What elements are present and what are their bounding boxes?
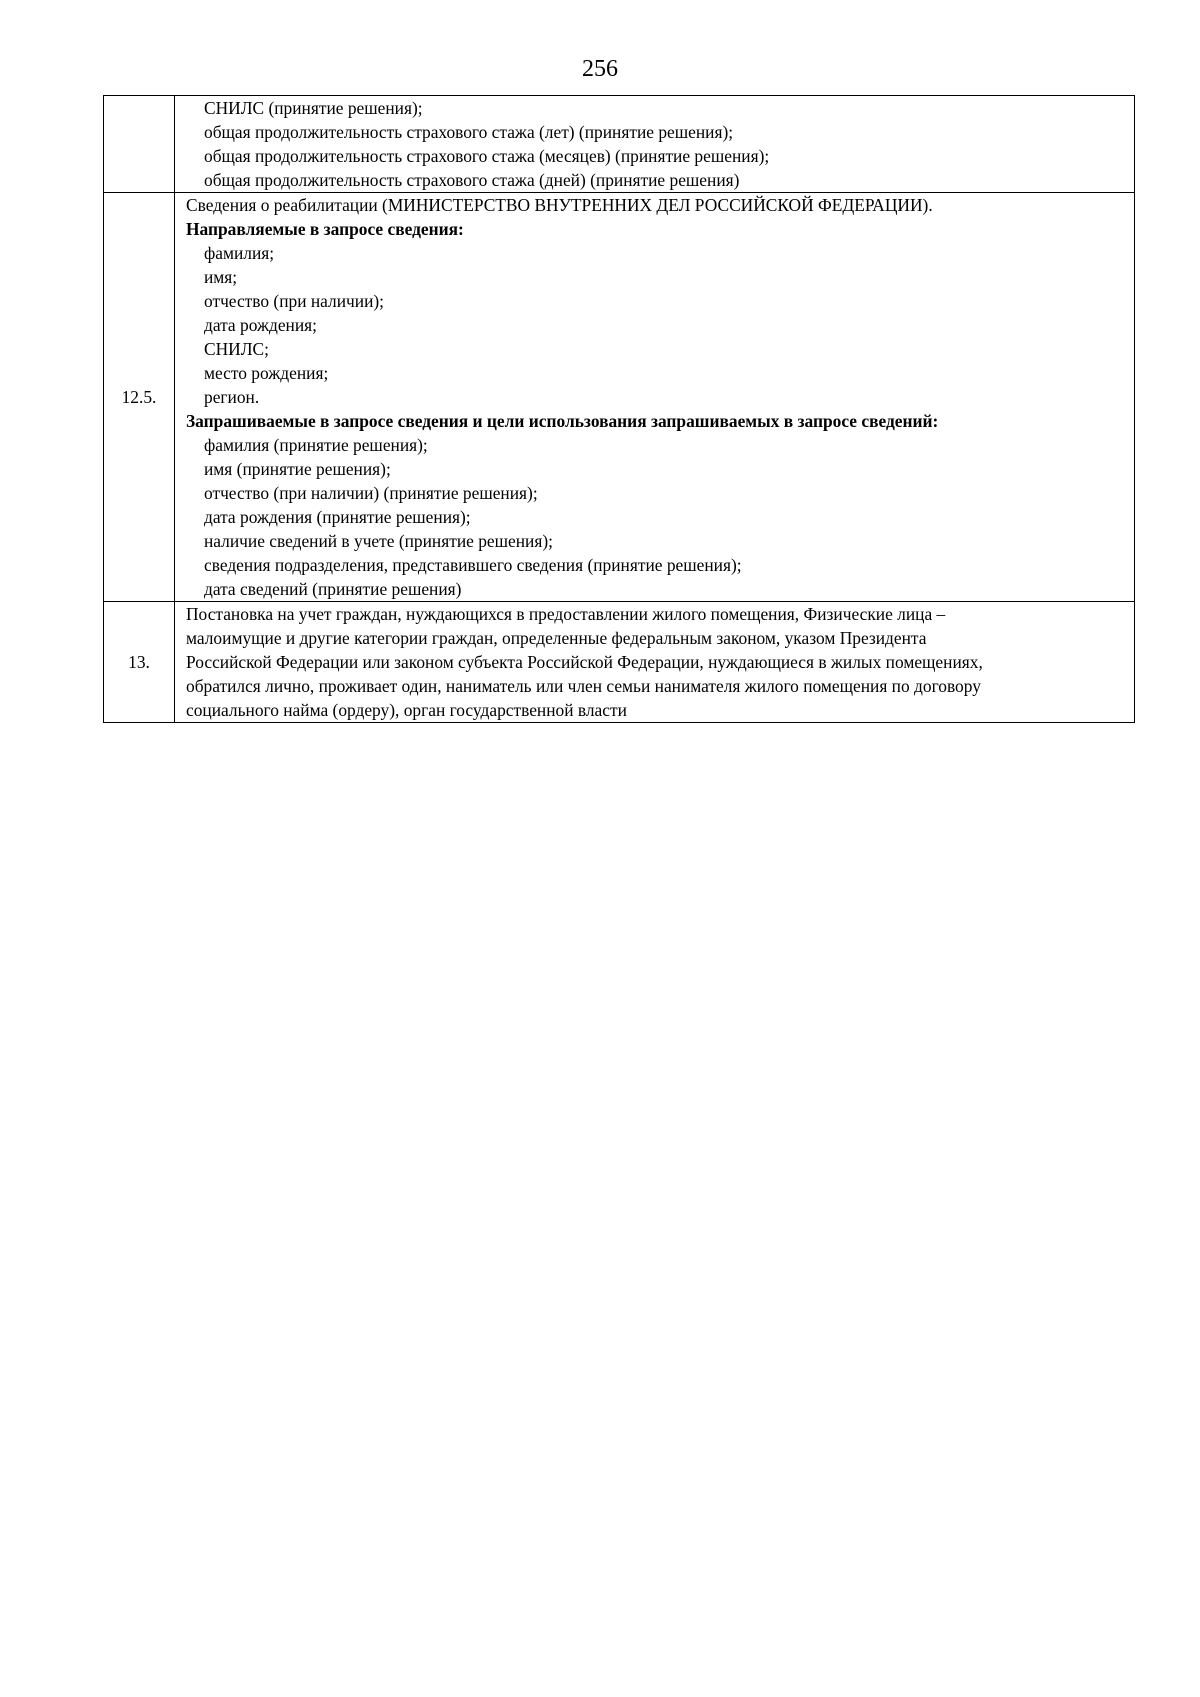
list-item: дата сведений (принятие решения) — [204, 579, 462, 599]
paragraph-line: Постановка на учет граждан, нуждающихся в предоставлении жилого помещения, Физические лица – — [186, 604, 946, 624]
row-number-cell: 13. — [104, 602, 175, 723]
page-number: 256 — [582, 56, 618, 82]
list-item: общая продолжительность страхового стажа (месяцев) (принятие решения); — [204, 146, 770, 166]
table-row — [104, 602, 1135, 723]
row-number-cell: 12.5. — [104, 193, 175, 602]
list-item: СНИЛС (принятие решения); — [204, 98, 423, 118]
row-content-cell — [175, 193, 1135, 602]
list-item: дата рождения (принятие решения); — [204, 507, 471, 527]
sent-data-heading: Направляемые в запросе сведения: — [186, 219, 464, 239]
list-item: отчество (при наличии); — [204, 291, 385, 311]
row-number-cell — [104, 96, 175, 193]
list-item: имя (принятие решения); — [204, 459, 391, 479]
list-item: наличие сведений в учете (принятие решения); — [204, 531, 553, 551]
requested-data-heading: Запрашиваемые в запросе сведения и цели использования запрашиваемых в запросе сведений: — [186, 411, 939, 431]
table-row — [104, 96, 1135, 193]
paragraph-line: обратился лично, проживает один, наниматель или член семьи нанимателя жилого помещения по договору — [186, 676, 981, 696]
list-item: отчество (при наличии) (принятие решения); — [204, 483, 538, 503]
list-item: общая продолжительность страхового стажа (лет) (принятие решения); — [204, 122, 734, 142]
list-item: СНИЛС; — [204, 339, 269, 359]
list-item: фамилия (принятие решения); — [204, 435, 428, 455]
document-table — [103, 95, 1135, 723]
list-item: имя; — [204, 267, 238, 287]
row-content-cell — [175, 96, 1135, 193]
paragraph-line: Российской Федерации или законом субъекта Российской Федерации, нуждающиеся в жилых помещениях, — [186, 652, 983, 672]
paragraph-line: малоимущие и другие категории граждан, определенные федеральным законом, указом Президента — [186, 628, 927, 648]
list-item: фамилия; — [204, 243, 275, 263]
list-item: место рождения; — [204, 363, 329, 383]
row-content-cell — [175, 602, 1135, 723]
list-item: сведения подразделения, представившего сведения (принятие решения); — [204, 555, 742, 575]
list-item: дата рождения; — [204, 315, 317, 335]
table-row — [104, 193, 1135, 602]
section-title: Сведения о реабилитации (МИНИСТЕРСТВО ВНУТРЕННИХ ДЕЛ РОССИЙСКОЙ ФЕДЕРАЦИИ). — [186, 195, 933, 215]
paragraph-line: социального найма (ордеру), орган государственной власти — [186, 700, 627, 720]
list-item: регион. — [204, 387, 260, 407]
list-item: общая продолжительность страхового стажа (дней) (принятие решения) — [204, 170, 740, 190]
